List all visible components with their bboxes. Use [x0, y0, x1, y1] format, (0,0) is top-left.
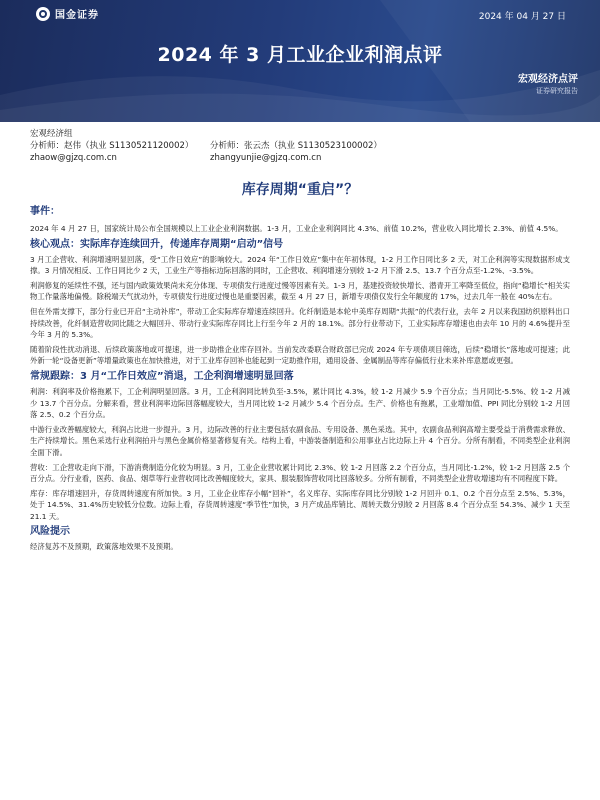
tracking-paragraph: 中游行业改善幅度较大，利润占比进一步提升。3 月，边际改善的行业主要包括农副食品、专用设备、黑色采选。其中，农副食品利润高增主要受益于消费需求释放、生产持续增长。黑色采选行业利润拍升与黑色金属价格显著修复有关。结构上看，中游装备制造和公用事业占比边际上升 4 个百分。分所有制看，不同类型企业利润全面下滑。: [30, 424, 570, 457]
report-title: 库存周期“重启”？: [241, 182, 359, 198]
event-heading: 事件：: [30, 206, 60, 217]
report-banner: [0, 0, 600, 122]
analyst-1: 分析师：赵伟（执业 S1130521120002）: [30, 141, 194, 151]
tracking-paragraph: 库存：库存增速回升，存货周转速度有所加快。3 月，工业企业库存小幅“回补”，名义库存、实际库存同比分别较 1-2 月回升 0.1、0.2 个百分点至 2.5%、5.3%，处于 14.5%、31.4%历史较低分位数。边际上看，存货周转速度“季节性”加快，3 月产成品库销比、周转天数分别较 2 月回落 8.4 个百分点至 54.3%、减少 1 天至 21.1 天。: [30, 488, 570, 521]
core-paragraph: 随着阶段性扰动消退、后续政策落地或可提速，进一步助推企业库存回补。当前发改委联合财政部已完成 2024 年专项债项目筛选，后续“稳增长”落地或可提速；此外新一轮“设备更新”等增量政策也在加快推进，对于工业库存回补也能起到一定助推作用，通用设备、金属制品等库存偏低行业未来补库意愿或更强。: [30, 344, 570, 366]
risk-text: 经济复苏不及预期，政策落地效果不及预期。: [30, 542, 178, 552]
core-paragraph: 利润修复的延续性不强，还与国内政策效果尚未充分体现、专项债发行进度过慢等因素有关。1-3 月，基建投资较快增长、潜青开工率降至低位，指向“稳增长”相关实物工作量落地偏慢。除税端天气扰动外，专项债发行进度过慢也是重要因素，截至 4 月 27 日，新增专项债仅发行全年额度的 17%，过去几年一般在 40%左右。: [30, 280, 570, 302]
analyst-2-email[interactable]: zhangyunjie@gjzq.com.cn: [210, 153, 322, 163]
tracking-paragraph: 营收：工企营收走向下滑，下游消费制造分化较为明显。3 月，工业企业营收累计同比 2.3%、较 1-2 月回落 2.2 个百分点，当月同比-1.2%，较 1-2 月回落 2.5 个百分点。分行业看，医药、食品、烟草等行业营收同比改善幅度较大，家具、服装服饰营收同比回落较多。分所有制看，不同类型企业营收增速均有不同程度下降。: [30, 462, 570, 484]
tracking-paragraph: 利润：利润率及价格拖累下，工企利润明显回落。3 月，工企利润同比转负至-3.5%，累计同比 4.3%，较 1-2 月减少 5.9 个百分点；当月同比-5.5%、较 1-2 月减少 13.7 个百分点。分解来看，营业利润率边际回落幅度较大，当月同比较 1-2 月减少 5.4 个百分点。生产、价格也有拖累，工业增加值、PPI 同比分别较 1-2 月回落 2.5、0.2 个百分点。: [30, 386, 570, 420]
report-date: 2024 年 04 月 27 日: [478, 12, 566, 22]
report-category: 宏观经济点评: [518, 74, 578, 85]
event-text: 2024 年 4 月 27 日，国家统计局公布全国规模以上工业企业利润数据。1-3 月，工业企业利润同比 4.3%、前值 10.2%，营业收入同比增长 2.3%、前值 4.5%。: [30, 224, 563, 233]
banner-title: 2024 年 3 月工业企业利润点评: [157, 44, 443, 66]
core-paragraph: 3 月工企营收、利润增速明显回落，受“工作日效应”的影响较大。2024 年“工作日效应”集中在年初体现，1-2 月工作日同比多 2 天，对工企利润等实现数据形成支撑。3 月情况相反、工作日同比少 2 天，工业生产等指标边际回落的同时，工企营收、利润增速分别较 1-2 月下滑 2.5、13.7 个百分点至-1.2%、-3.5%。: [30, 254, 570, 276]
core-paragraph: 但在外需支撑下，部分行业已开启“主动补库”，带动工企实际库存增速连续回升。化纤制造是本轮中美库存周期“共振”的代表行业，去年 2 月以来我国纺织原料出口持续改善，化纤制造营收同比随之大幅回升、带动行业实际库存同比上行至今年 2 月的 18.1%。部分行业带动下，工业实际库存增速也由去年 10 月的 4.6%提升至今年 3 月的 5.3%。: [30, 306, 570, 340]
core-view-heading: 核心观点：实际库存连续回升，传递库存周期“启动”信号: [30, 238, 284, 250]
team-name: 宏观经济组: [30, 129, 73, 139]
tracking-heading: 常规跟踪：3 月“工作日效应”消退，工企利润增速明显回落: [30, 370, 294, 382]
analyst-2: 分析师：张云杰（执业 S1130523100002）: [210, 141, 382, 151]
analyst-1-email[interactable]: zhaow@gjzq.com.cn: [30, 153, 117, 163]
report-type: 证券研究报告: [536, 87, 578, 95]
risk-heading: 风险提示: [30, 526, 70, 538]
company-logo: [36, 6, 99, 21]
author-block: [30, 128, 570, 164]
logo-icon: [36, 7, 50, 21]
report-body: [30, 204, 570, 556]
logo-text: 国金证券: [55, 10, 99, 21]
